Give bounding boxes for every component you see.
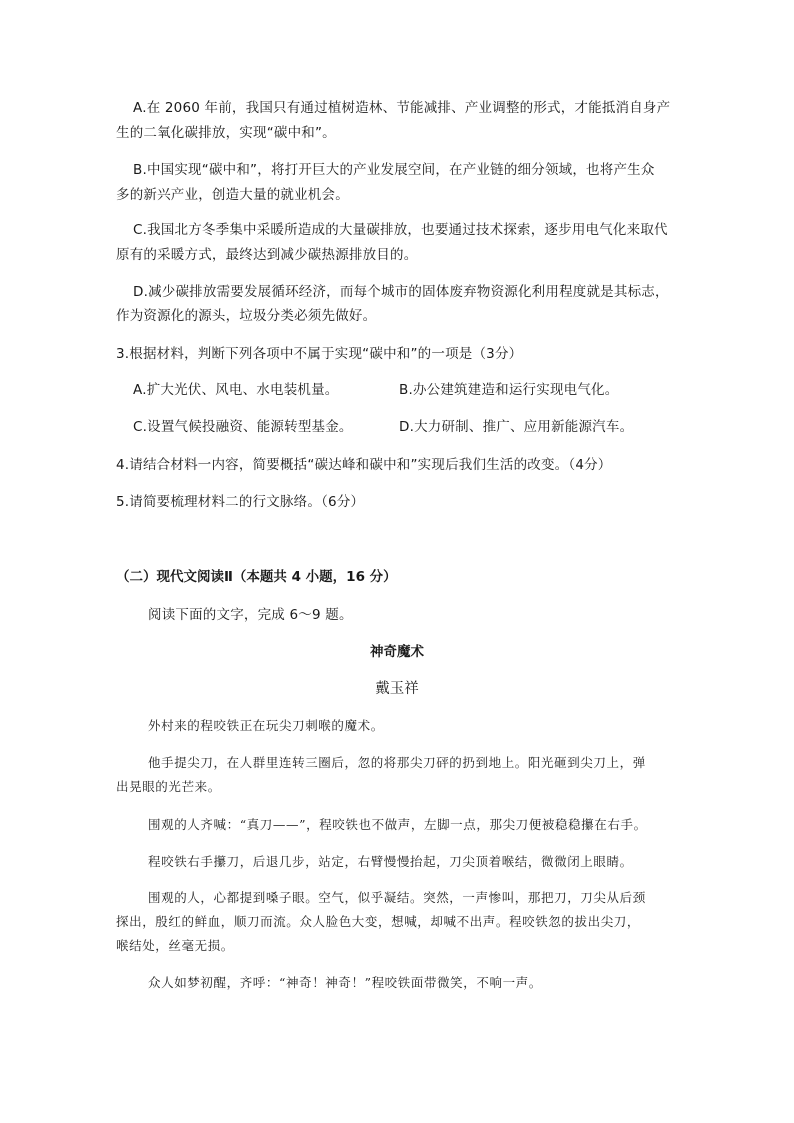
question-3-option-d: D.大力研制、推广、应用新能源汽车。 [399, 419, 634, 435]
option-a-line1: A.在 2060 年前，我国只有通过植树造林、节能减排、产业调整的形式，才能抵消自身产 [133, 100, 671, 116]
story-paragraph-2-line2: 出晃眼的光芒来。 [116, 779, 221, 794]
story-paragraph-3: 围观的人齐喊：“真刀——”，程咬铁也不做声，左脚一点，那尖刀便被稳稳攥在右手。 [148, 817, 647, 832]
question-3-stem: 3.根据材料，判断下列各项中不属于实现“碳中和”的一项是（3分） [116, 346, 523, 362]
option-d-line1: D.减少碳排放需要发展循环经济，而每个城市的固体废弃物资源化利用程度就是其标志， [133, 284, 669, 300]
option-b-line2: 多的新兴产业，创造大量的就业机会。 [116, 187, 349, 203]
option-a-line2: 生的二氧化碳排放，实现“碳中和”。 [116, 125, 336, 141]
option-c-line1: C.我国北方冬季集中采暖所造成的大量碳排放，也要通过技术探索，逐步用电气化来取代 [133, 222, 668, 238]
option-c-line2: 原有的采暖方式，最终达到减少碳热源排放目的。 [116, 247, 418, 263]
question-5: 5.请简要梳理材料二的行文脉络。（6分） [116, 494, 365, 510]
story-paragraph-5-line1: 围观的人，心都提到嗓子眼。空气，似乎凝结。突然，一声惨叫，那把刀，刀尖从后颈 [148, 890, 646, 905]
question-4: 4.请结合材料一内容，简要概括“碳达峰和碳中和”实现后我们生活的改变。（4分） [116, 457, 612, 473]
section-heading: （二）现代文阅读Ⅱ（本题共 4 小题，16 分） [116, 569, 397, 585]
question-3-option-a: A.扩大光伏、风电、水电装机量。 [133, 382, 339, 398]
story-paragraph-6: 众人如梦初醒，齐呼：“神奇！神奇！”程咬铁面带微笑，不响一声。 [148, 975, 542, 990]
question-3-option-c: C.设置气候投融资、能源转型基金。 [133, 419, 353, 435]
story-paragraph-5-line2: 探出，殷红的鲜血，顺刀而流。众人脸色大变，想喊，却喊不出声。程咬铁忽的拔出尖刀， [116, 914, 641, 929]
story-paragraph-5-line3: 喉结处，丝毫无损。 [116, 938, 234, 953]
story-author: 戴玉祥 [375, 681, 419, 697]
option-d-line2: 作为资源化的源头，垃圾分类必须先做好。 [116, 308, 377, 324]
story-paragraph-1: 外村来的程咬铁正在玩尖刀刺喉的魔术。 [148, 718, 384, 733]
question-3-option-b: B.办公建筑建造和运行实现电气化。 [399, 382, 619, 398]
story-title: 神奇魔术 [370, 644, 424, 660]
story-paragraph-2-line1: 他手提尖刀，在人群里连转三圈后，忽的将那尖刀砰的扔到地上。阳光砸到尖刀上，弹 [148, 755, 646, 770]
section-intro: 阅读下面的文字，完成 6～9 题。 [148, 607, 353, 623]
story-paragraph-4: 程咬铁右手攥刀，后退几步，站定，右臂慢慢抬起，刀尖顶着喉结，微微闭上眼睛。 [148, 854, 633, 869]
option-b-line1: B.中国实现“碳中和”，将打开巨大的产业发展空间，在产业链的细分领域，也将产生众 [133, 162, 655, 178]
